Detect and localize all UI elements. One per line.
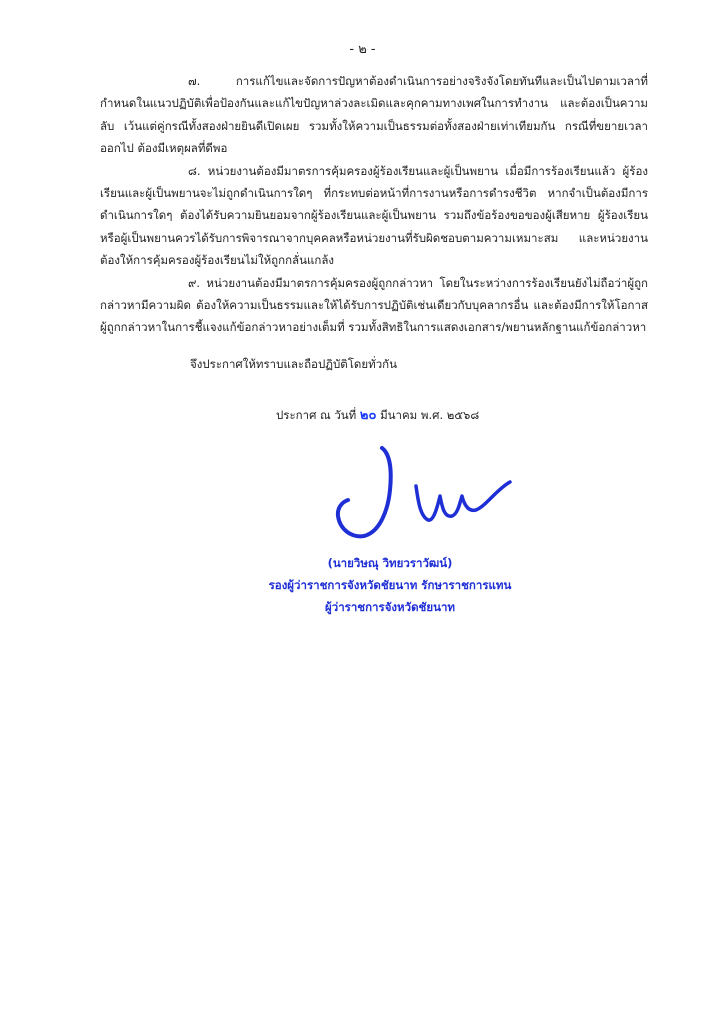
page-number: - ๒ - [349,42,376,57]
date-prefix: ประกาศ ณ วันที่ [276,408,357,422]
paragraph-9: ๙. หน่วยงานต้องมีมาตรการคุ้มครองผู้ถูกกล่าวหา โดยในระหว่างการร้องเรียนยังไม่ถือว่าผู้ถูกกล่าวหามีความผิด ต้องให้ความเป็นธรรมและให้ได้รับการปฏิบัติเช่นเดียวกับบุคลากรอื่น และต้องมีการให้โอกาสผู้ถูกกล่าวหาในการชี้แจงแก้ข้อกล่าวหาอย่างเต็มที่ รวมทั้งสิทธิในการแสดงเอกสาร/พยานหลักฐานแก้ข้อกล่าวหา [100,275,648,335]
signatory-title: ผู้ว่าราชการจังหวัดชัยนาท [325,600,455,614]
signatory-block [240,552,540,618]
document-body [100,70,648,339]
date-suffix: มีนาคม พ.ศ. ๒๕๖๘ [380,408,480,422]
announcement-date [276,404,479,425]
date-day: ๒๐ [359,408,377,423]
handwritten-signature [320,440,520,550]
closing-statement: จึงประกาศให้ทราบและถือปฏิบัติโดยทั่วกัน [190,357,397,371]
signatory-position: รองผู้ว่าราชการจังหวัดชัยนาท รักษาราชการแทน [268,578,512,592]
paragraph-8: ๘. หน่วยงานต้องมีมาตรการคุ้มครองผู้ร้องเรียนและผู้เป็นพยาน เมื่อมีการร้องเรียนแล้ว ผู้ร้องเรียนและผู้เป็นพยานจะไม่ถูกดำเนินการใดๆ ที่กระทบต่อหน้าที่การงานหรือการดำรงชีวิต หากจำเป็นต้องมีการดำเนินการใดๆ ต้องได้รับความยินยอมจากผู้ร้องเรียนและผู้เป็นพยาน รวมถึงข้อร้องขอของผู้เสียหาย ผู้ร้องเรียนหรือผู้เป็นพยานควรได้รับการพิจารณาจากบุคคลหรือหน่วยงานที่รับผิดชอบตามความเหมาะสม และหน่วยงานต้องให้การคุ้มครองผู้ร้องเรียนไม่ให้ถูกกลั่นแกล้ง [100,163,648,268]
paragraph-7: ๗. การแก้ไขและจัดการปัญหาต้องดำเนินการอย่างจริงจังโดยทันทีและเป็นไปตามเวลาที่กำหนดในแนวปฏิบัติเพื่อป้องกันและแก้ไขปัญหาล่วงละเมิดและคุกคามทางเพศในการทำงาน และต้องเป็นความลับ เว้นแต่คู่กรณีทั้งสองฝ่ายยินดีเปิดเผย รวมทั้งให้ความเป็นธรรมต่อทั้งสองฝ่ายเท่าเทียมกัน กรณีที่ขยายเวลาออกไป ต้องมีเหตุผลที่ดีพอ [100,74,648,156]
signatory-name: (นายวิษณุ วิทยวราวัฒน์) [327,556,453,570]
